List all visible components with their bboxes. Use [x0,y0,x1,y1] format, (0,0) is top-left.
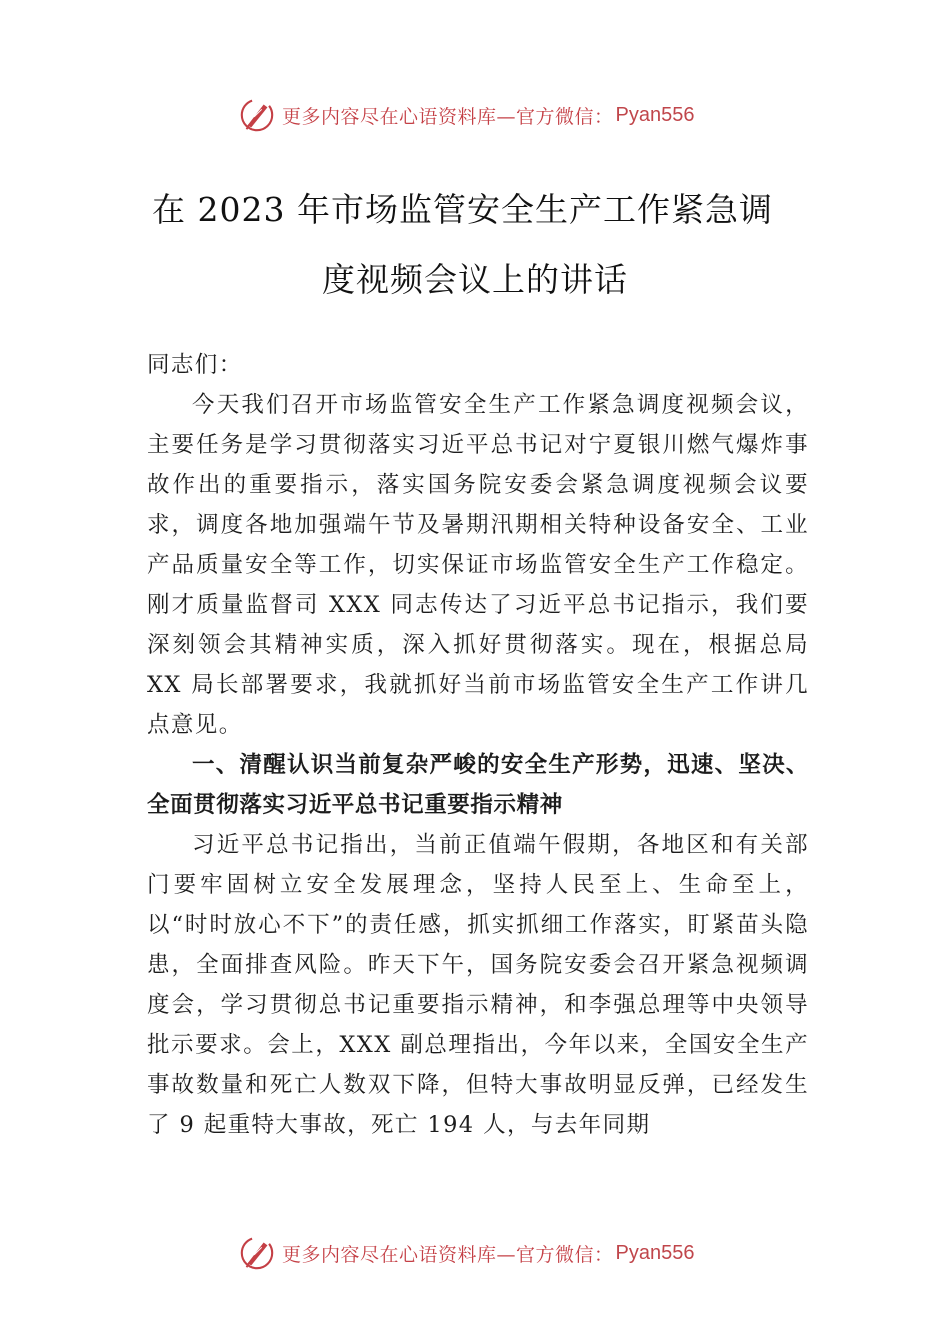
section-heading-1: 一、清醒认识当前复杂严峻的安全生产形势，迅速、坚决、全面贯彻落实习近平总书记重要指示精神 [147,752,809,818]
document-body [147,345,809,1145]
watermark-wechat-id: Pyan556 [615,1241,695,1264]
watermark-text: 更多内容尽在心语资料库—官方微信： [282,1243,614,1266]
paragraph-2: 习近平总书记指出，当前正值端午假期，各地区和有关部门要牢固树立安全发展理念，坚持人民至上、生命至上， 以“时时放心不下”的责任感，抓实抓细工作落实，盯紧苗头隐患，全面排查风险。昨天下午，国务院安委会召开紧急视频调度会，学习贯彻总书记重要指示精神，和李强总理等中央领导批示要求。会上，XXX 副总理指出，今年以来，全国安全生产事故数量和死亡人数双下降，但特大事故明显反弹，已经发生了 9 起重特大事故，死亡 194 人，与去年同期 [147,832,809,1138]
title-line-1: 在 2023 年市场监管安全生产工作紧急调 [152,190,773,229]
header-watermark [238,95,758,135]
salutation: 同志们： [147,352,243,378]
feather-pen-icon [238,96,276,134]
document-title [100,175,850,315]
footer-watermark [238,1233,758,1273]
paragraph-1: 今天我们召开市场监管安全生产工作紧急调度视频会议，主要任务是学习贯彻落实习近平总书记对宁夏银川燃气爆炸事故作出的重要指示，落实国务院安委会紧急调度视频会议要求，调度各地加强端午节及暑期汛期相关特种设备安全、工业产品质量安全等工作，切实保证市场监管安全生产工作稳定。刚才质量监督司 XXX 同志传达了习近平总书记指示，我们要深刻领会其精神实质，深入抓好贯彻落实。现在，根据总局 XX 局长部署要求，我就抓好当前市场监管安全生产工作讲几点意见。 [147,392,809,738]
feather-pen-icon [238,1234,276,1272]
watermark-text: 更多内容尽在心语资料库—官方微信： [282,105,614,128]
watermark-wechat-id: Pyan556 [615,103,695,126]
title-line-2: 度视频会议上的讲话 [322,260,628,299]
